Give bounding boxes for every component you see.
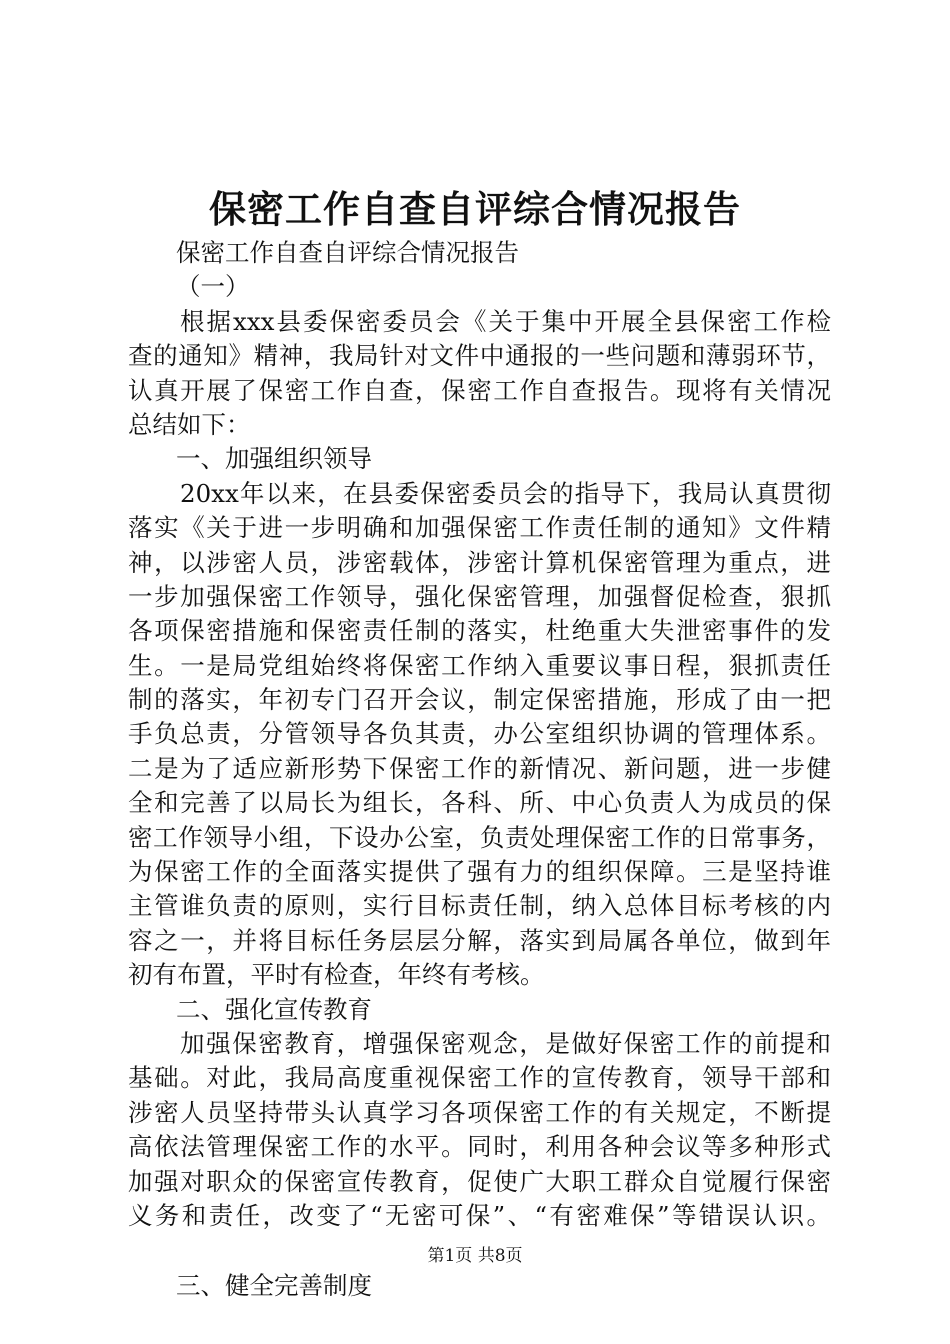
heading-line: 二、强化宣传教育 xyxy=(176,994,372,1024)
section-number-line: （一） xyxy=(176,272,250,302)
paragraph-line: 全和完善了以局长为组长，各科、所、中心负责人为成员的保 xyxy=(128,788,831,818)
paragraph-line: 二是为了适应新形势下保密工作的新情况、新问题，进一步健 xyxy=(128,753,831,783)
paragraph-line: 初有布置，平时有检查，年终有考核。 xyxy=(128,960,545,990)
paragraph-line: 手负总责，分管领导各负其责，办公室组织协调的管理体系。 xyxy=(128,719,831,749)
paragraph-line: 认真开展了保密工作自查，保密工作自查报告。现将有关情况 xyxy=(128,375,831,405)
paragraph-line: 高依法管理保密工作的水平。同时，利用各种会议等多种形式 xyxy=(128,1132,831,1162)
paragraph-line: 20xx年以来，在县委保密委员会的指导下，我局认真贯彻 xyxy=(180,478,831,508)
subtitle-line: 保密工作自查自评综合情况报告 xyxy=(176,238,519,267)
paragraph-line: 为保密工作的全面落实提供了强有力的组织保障。三是坚持谁 xyxy=(128,857,831,887)
paragraph-line: 根据xxx县委保密委员会《关于集中开展全县保密工作检 xyxy=(180,306,831,336)
paragraph-line: 总结如下： xyxy=(128,409,251,439)
document-title: 保密工作自查自评综合情况报告 xyxy=(209,187,741,231)
paragraph-line: 神，以涉密人员，涉密载体，涉密计算机保密管理为重点，进 xyxy=(128,547,831,577)
paragraph-line: 容之一，并将目标任务层层分解，落实到局属各单位，做到年 xyxy=(128,925,831,955)
page-number-footer: 第1页 共8页 xyxy=(427,1246,523,1266)
paragraph-line: 涉密人员坚持带头认真学习各项保密工作的有关规定，不断提 xyxy=(128,1097,831,1127)
paragraph-line: 制的落实，年初专门召开会议，制定保密措施，形成了由一把 xyxy=(128,685,831,715)
paragraph-line: 加强保密教育，增强保密观念，是做好保密工作的前提和 xyxy=(180,1028,831,1058)
paragraph-line: 加强对职众的保密宣传教育，促使广大职工群众自觉履行保密 xyxy=(128,1166,831,1196)
paragraph-line: 一步加强保密工作领导，强化保密管理，加强督促检查，狠抓 xyxy=(128,581,831,611)
paragraph-line: 基础。对此，我局高度重视保密工作的宣传教育，领导干部和 xyxy=(128,1063,831,1093)
paragraph-line: 查的通知》精神，我局针对文件中通报的一些问题和薄弱环节， xyxy=(128,341,831,371)
paragraph-line: 落实《关于进一步明确和加强保密工作责任制的通知》文件精 xyxy=(128,513,831,543)
heading-line: 三、健全完善制度 xyxy=(176,1271,372,1301)
heading-line: 一、加强组织领导 xyxy=(176,444,372,474)
paragraph-line: 密工作领导小组，下设办公室，负责处理保密工作的日常事务， xyxy=(128,822,831,852)
paragraph-line: 各项保密措施和保密责任制的落实，杜绝重大失泄密事件的发 xyxy=(128,616,831,646)
document-body xyxy=(128,236,831,1304)
paragraph-line: 主管谁负责的原则，实行目标责任制，纳入总体目标考核的内 xyxy=(128,891,831,921)
paragraph-line: 生。一是局党组始终将保密工作纳入重要议事日程，狠抓责任 xyxy=(128,650,831,680)
paragraph-line: 义务和责任，改变了“无密可保”、“有密难保”等错误认识。 xyxy=(128,1200,831,1230)
